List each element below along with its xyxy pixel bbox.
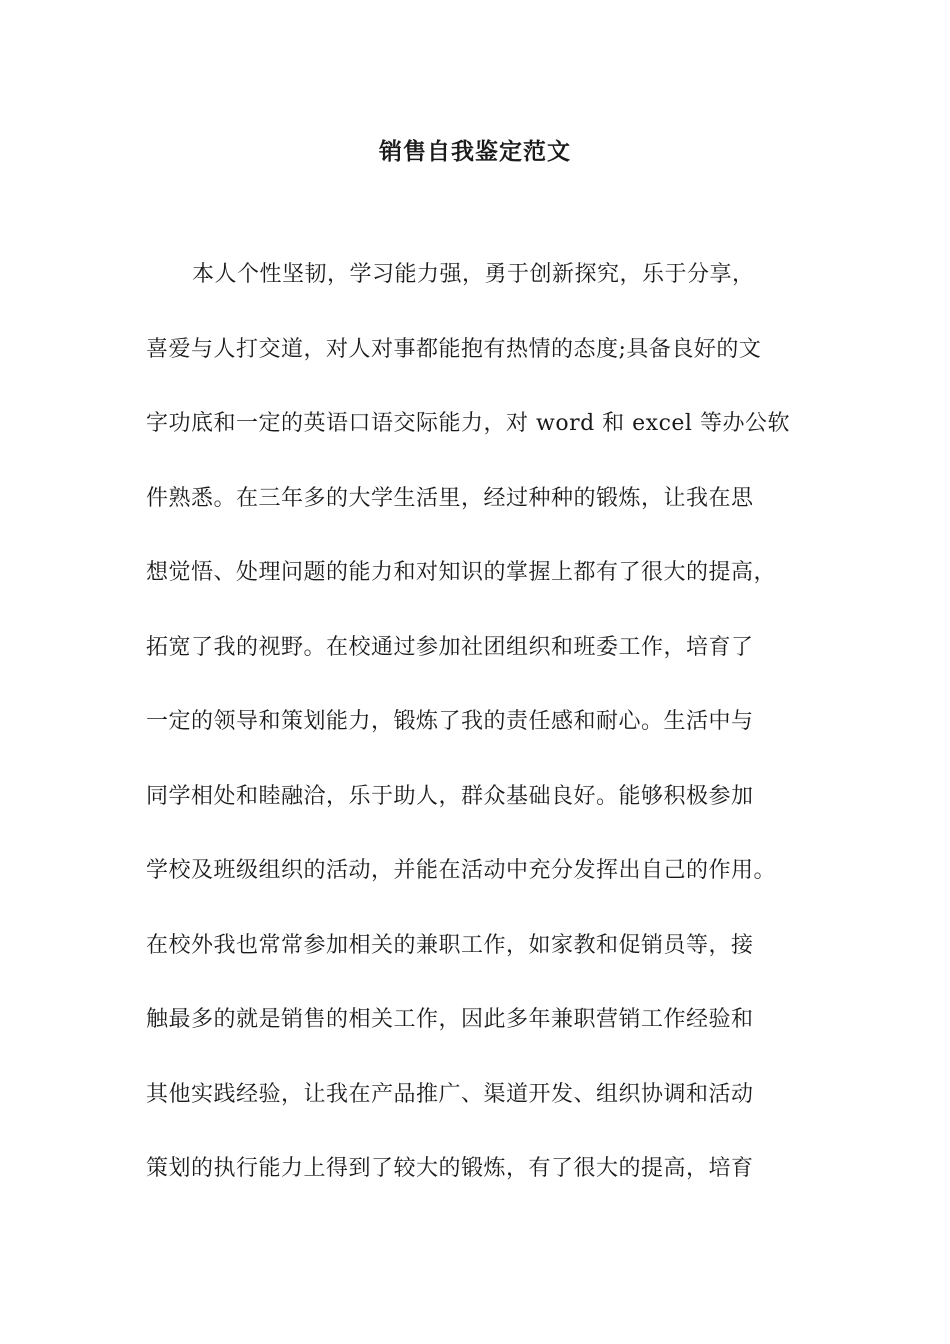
paragraph-line: 其他实践经验，让我在产品推广、渠道开发、组织协调和活动 <box>146 1081 754 1107</box>
paragraph-line: 本人个性坚韧，学习能力强，勇于创新探究，乐于分享， <box>192 262 755 287</box>
paragraph-line: 想觉悟、处理问题的能力和对知识的掌握上都有了很大的提高， <box>146 560 777 585</box>
paragraph-line: 策划的执行能力上得到了较大的锻炼，有了很大的提高，培育 <box>146 1156 754 1181</box>
paragraph-line: 件熟悉。在三年多的大学生活里，经过种种的锻炼，让我在思 <box>146 485 754 511</box>
paragraph-line: 字功底和一定的英语口语交际能力，对 word 和 excel 等办公软 <box>146 411 790 436</box>
paragraph-line: 在校外我也常常参加相关的兼职工作，如家教和促销员等，接 <box>146 932 754 958</box>
paragraph-line: 喜爱与人打交道，对人对事都能抱有热情的态度;具备良好的文 <box>146 336 762 362</box>
paragraph-line: 同学相处和睦融洽，乐于助人，群众基础良好。能够积极参加 <box>146 783 754 809</box>
document-body <box>146 258 826 1227</box>
paragraph-line: 触最多的就是销售的相关工作，因此多年兼职营销工作经验和 <box>146 1007 754 1032</box>
paragraph-line: 拓宽了我的视野。在校通过参加社团组织和班委工作，培育了 <box>146 634 754 660</box>
paragraph-line: 学校及班级组织的活动，并能在活动中充分发挥出自己的作用。 <box>146 858 777 883</box>
document-title: 销售自我鉴定范文 <box>379 139 571 165</box>
paragraph-line: 一定的领导和策划能力，锻炼了我的责任感和耐心。生活中与 <box>146 709 754 734</box>
